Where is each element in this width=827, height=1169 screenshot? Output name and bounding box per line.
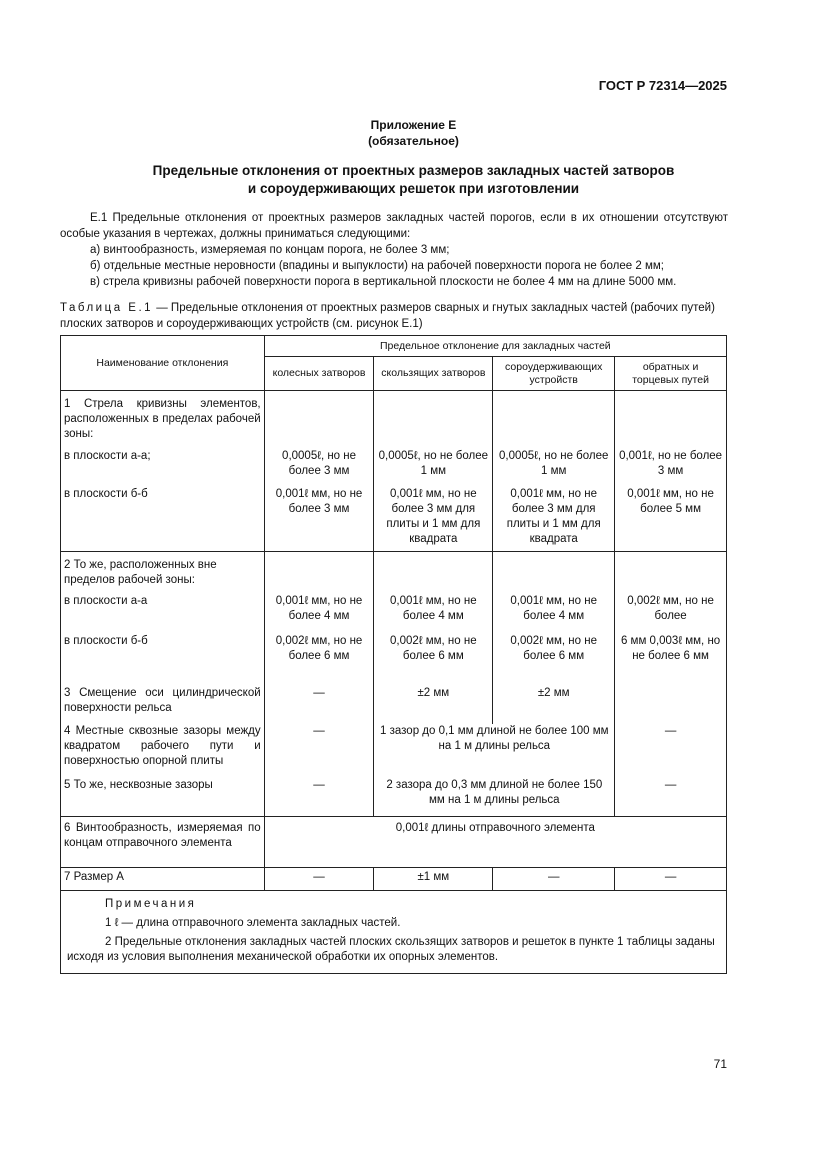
table-cell: 0,001ℓ мм, но не более 3 мм xyxy=(264,487,374,552)
table-cell: 6 мм 0,003ℓ мм, но не более 6 мм xyxy=(615,634,727,686)
table-cell: — xyxy=(264,724,374,778)
table-cell: ±1 мм xyxy=(374,868,493,891)
list-item: б) отдельные местные неровности (впадины и выпуклости) на рабочей поверхности порога не более 2 мм; xyxy=(90,260,664,272)
row-name: в плоскости а-а; xyxy=(61,445,265,487)
table-cell: 0,0005ℓ, но не более 1 мм xyxy=(374,445,493,487)
list-item: в) стрела кривизны рабочей поверхности порога в вертикальной плоскости не более 4 мм на длине 5000 мм. xyxy=(90,276,677,288)
table-cell: 0,001ℓ мм, но не более 3 мм для плиты и 1 мм для квадрата xyxy=(493,487,615,552)
table-cell xyxy=(615,686,727,724)
table-cell: 2 зазора до 0,3 мм длиной не более 150 мм на 1 м длины рельса xyxy=(374,778,615,817)
table-row xyxy=(61,552,727,595)
column-header: скользящих затворов xyxy=(374,357,493,391)
page-number: 71 xyxy=(713,1057,727,1071)
column-header: сороудерживающих устройств xyxy=(493,357,615,391)
table-header-row xyxy=(61,336,727,357)
notes-heading: Примечания xyxy=(105,898,197,910)
section-title-line1: Предельные отклонения от проектных размеров закладных частей затворов xyxy=(152,163,675,178)
table-caption xyxy=(60,300,728,332)
row-name: 5 То же, несквозные зазоры xyxy=(61,778,265,817)
row-name: в плоскости б-б xyxy=(61,487,265,552)
column-header: обратных и торцевых путей xyxy=(615,357,727,391)
table-row xyxy=(61,686,727,724)
row-name: 6 Винтообразность, измеряемая по концам отправочного элемента xyxy=(61,817,265,868)
table-cell: 0,001ℓ, но не более 3 мм xyxy=(615,445,727,487)
table-row xyxy=(61,445,727,487)
column-header-name: Наименование отклонения xyxy=(61,336,265,391)
deviation-table xyxy=(60,335,727,974)
table-row xyxy=(61,724,727,778)
table-cell: 0,001ℓ мм, но не более 4 мм xyxy=(374,594,493,634)
document-code: ГОСТ Р 72314—2025 xyxy=(598,78,727,93)
table-cell: 1 зазор до 0,1 мм длиной не более 100 мм на 1 м длины рельса xyxy=(374,724,615,778)
table-cell: — xyxy=(615,868,727,891)
table-cell: 0,002ℓ мм, но не более xyxy=(615,594,727,634)
table-notes-row xyxy=(61,891,727,974)
requirements-list xyxy=(60,242,728,290)
row-name: 4 Местные сквозные зазоры между квадратом рабочего пути и поверхностью опорной плиты xyxy=(61,724,265,778)
table-cell: 0,0005ℓ, но не более 1 мм xyxy=(493,445,615,487)
table-cell: ±2 мм xyxy=(374,686,493,724)
table-cell: — xyxy=(264,686,374,724)
table-cell: 0,001ℓ мм, но не более 4 мм xyxy=(264,594,374,634)
row-name: в плоскости а-а xyxy=(61,594,265,634)
table-cell: 0,001ℓ мм, но не более 4 мм xyxy=(493,594,615,634)
column-header: колесных затворов xyxy=(264,357,374,391)
table-cell: — xyxy=(264,778,374,817)
table-row xyxy=(61,634,727,686)
table-cell: — xyxy=(615,778,727,817)
section-title xyxy=(0,162,827,198)
appendix-status: (обязательное) xyxy=(368,134,459,148)
note-item: 1 ℓ — длина отправочного элемента закладных частей. xyxy=(105,917,401,929)
table-cell: 0,002ℓ мм, но не более 6 мм xyxy=(264,634,374,686)
table-row xyxy=(61,778,727,817)
table-cell: — xyxy=(615,724,727,778)
table-row xyxy=(61,487,727,552)
table-cell: 0,001ℓ мм, но не более 5 мм xyxy=(615,487,727,552)
row-name: 1 Стрела кривизны элементов, расположенных в пределах рабочей зоны: xyxy=(61,391,265,446)
table-cell: — xyxy=(264,868,374,891)
row-name: 7 Размер А xyxy=(61,868,265,891)
list-item: а) винтообразность, измеряемая по концам порога, не более 3 мм; xyxy=(90,244,450,256)
appendix-heading xyxy=(0,117,827,149)
row-name: 3 Смещение оси цилиндрической поверхности рельса xyxy=(61,686,265,724)
table-cell: ±2 мм xyxy=(493,686,615,724)
table-row xyxy=(61,817,727,868)
group-header: Предельное отклонение для закладных частей xyxy=(264,336,726,357)
appendix-title: Приложение Е xyxy=(370,118,457,132)
note-item: 2 Предельные отклонения закладных частей плоских скользящих затворов и решеток в пункте 1 таблицы заданы исходя из условия выполнения механической обработки их опорных элементов. xyxy=(67,936,715,963)
table-notes xyxy=(61,891,727,974)
table-cell: — xyxy=(493,868,615,891)
table-row xyxy=(61,868,727,891)
row-name: в плоскости б-б xyxy=(61,634,265,686)
paragraph-e1: Е.1 Предельные отклонения от проектных размеров закладных частей порогов, если в их отношении отсутствуют особые указания в чертежах, должны приниматься следующими: xyxy=(60,212,728,240)
section-title-line2: и сороудерживающих решеток при изготовлении xyxy=(247,181,580,196)
table-cell: 0,002ℓ мм, но не более 6 мм xyxy=(374,634,493,686)
table-row xyxy=(61,391,727,446)
row-name: 2 То же, расположенных вне пределов рабочей зоны: xyxy=(61,552,265,595)
table-cell: 0,001ℓ мм, но не более 3 мм для плиты и 1 мм для квадрата xyxy=(374,487,493,552)
table-cell: 0,001ℓ длины отправочного элемента xyxy=(264,817,726,868)
table-row xyxy=(61,594,727,634)
table-cell: 0,0005ℓ, но не более 3 мм xyxy=(264,445,374,487)
table-cell: 0,002ℓ мм, но не более 6 мм xyxy=(493,634,615,686)
table-caption-text: — Предельные отклонения от проектных размеров сварных и гнутых закладных частей (рабочих путей) плоских затворов и сороудерживающих устройств (см. рисунок Е.1) xyxy=(60,302,715,330)
table-caption-label: Таблица Е.1 xyxy=(60,302,154,314)
